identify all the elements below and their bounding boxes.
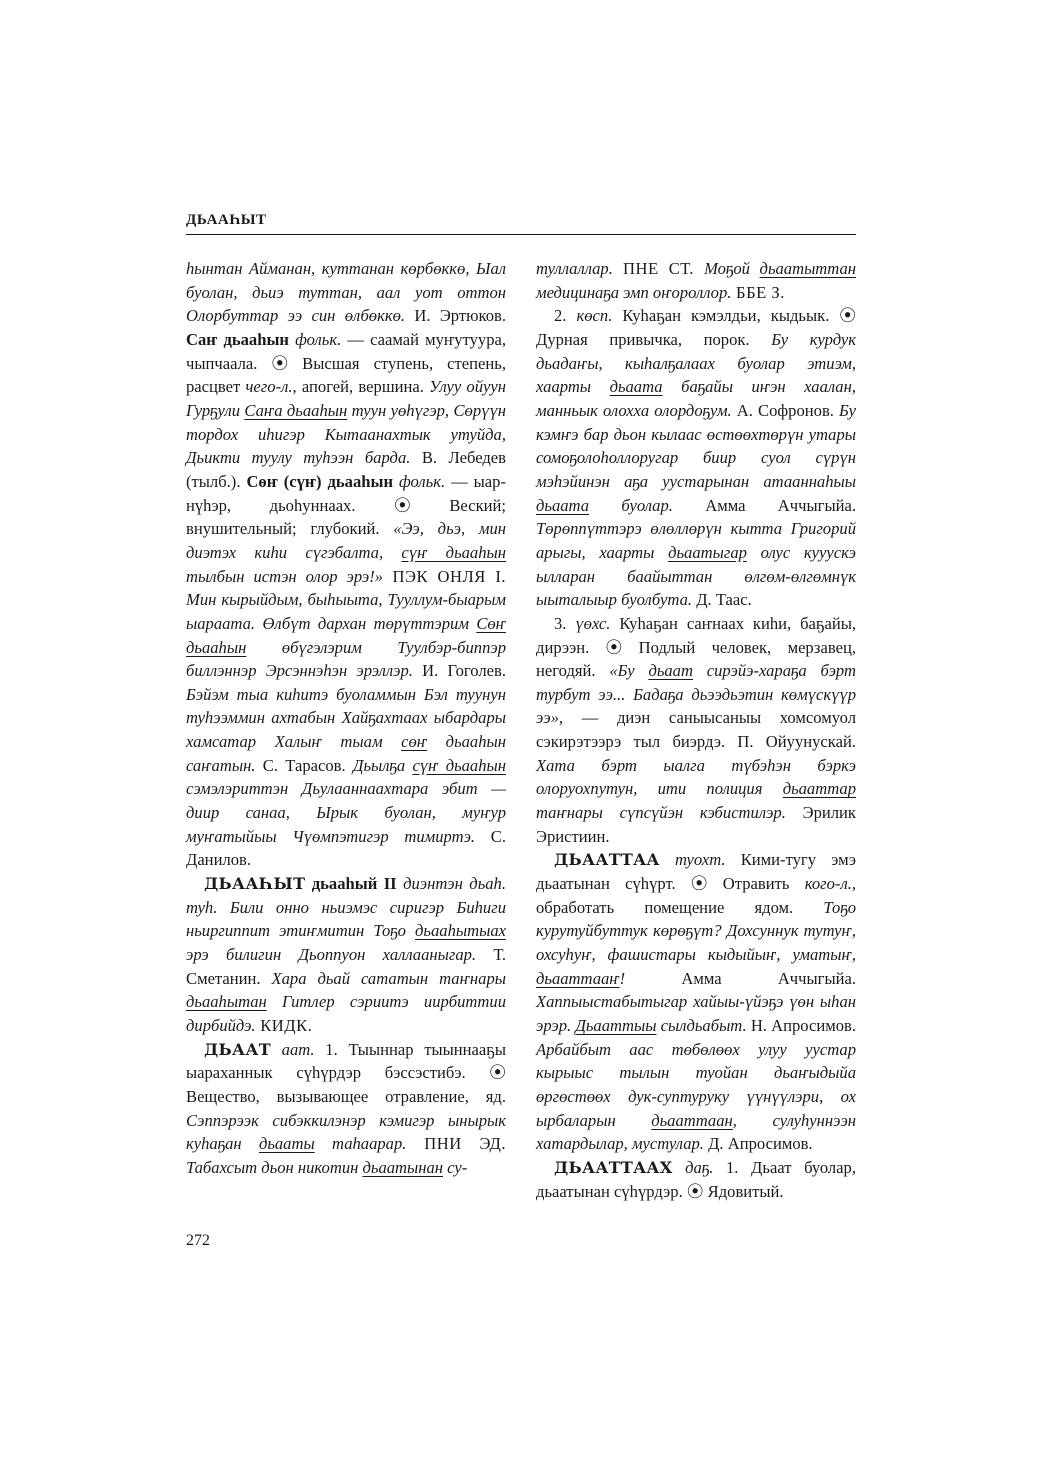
entry-headword: ДЬААҺЫТ: [204, 874, 306, 894]
example-text: Улуу ойуун Гурҕули: [186, 377, 506, 420]
entry-headword: ДЬААТТАА: [554, 850, 660, 870]
underlined-term: сөҥ: [401, 732, 428, 752]
underlined-term: Сөҥ дьааһын: [186, 613, 506, 657]
example-text: Бу кэмҥэ бар дьон кылаас өстөөхтөрүн утары сомоҕолоһоллоругар биир суол сүрүн мэһэйинэн аҕа уустарынан атааннаһыы: [536, 400, 856, 491]
underlined-term: дьаата: [609, 377, 663, 397]
underlined-term: дьаата: [536, 495, 590, 515]
underlined-term: дьаат: [648, 661, 693, 681]
citation: ПНИ ЭД.: [406, 1134, 507, 1154]
underlined-term: дьаатыгар: [668, 542, 747, 562]
space: [672, 1158, 685, 1177]
citation: Эрилик Эристиин.: [536, 803, 856, 846]
example-text: һынтан Айманан, куттанан көрбөккө, Ыал буолан, дьиэ туттан, аал уот оттон Олорбуттар ээ син өлбөккө.: [186, 259, 506, 326]
grammar-label: көсп.: [576, 306, 613, 326]
example-text: Бэйэм тыа киһитэ буоламмын Бэл туунун туһээммин ахтабын Хайҕахтаах ыбардары хамсатар Халыҥ тыам: [186, 684, 506, 752]
example-text: олус кууускэ ылларан баайыттан өлгөм-өлгөмнүк ыыталыыр буолбута.: [536, 542, 857, 610]
sense-number: 2.: [554, 306, 577, 326]
example-text: Тоҕо курутуйбуттук көрөҕүт? Дохсуннук тутуҥ, охсуһуҥ, фашистары кыдыйыҥ, уматыҥ,: [536, 897, 856, 965]
underlined-term: сүҥ дьааһын: [412, 755, 506, 775]
underlined-term: дьааттаан: [651, 1110, 733, 1130]
running-head: ДЬААҺЫТ: [186, 212, 267, 228]
example-text: Хаппыыстабытыгар хайыы-үйэҕэ үөн ыһан эрэр.: [536, 992, 856, 1035]
space: [271, 1040, 282, 1059]
citation: В. Лебедев (тылб.).: [186, 448, 506, 491]
example-text: су-: [443, 1157, 468, 1177]
underlined-term: дьаатынан: [362, 1157, 444, 1177]
citation: А. Софронов.: [731, 400, 840, 420]
underlined-term: дьааты: [258, 1134, 315, 1154]
citation: И. Гоголев.: [412, 661, 506, 681]
example-text: туун уөһүгэр, Сөрүүн тордох иһигэр Кытаанахтык утуйда, Дьикти туулу туһээн барда.: [186, 400, 506, 468]
citation: Д. Таас.: [692, 590, 752, 610]
example-text: Хара дьай сататын таҥнары: [271, 968, 506, 988]
dictionary-entry: [536, 1156, 856, 1203]
definition-text: 1. Дьаат буолар, дьаатынан сүһүрдэр. ⦿ Ядовитый.: [536, 1157, 856, 1201]
example-text: Төрөппүттэрэ өлөллөрүн кытта Григорий арыгы, хаарты: [536, 519, 856, 562]
definition-text: — диэн саныысаныы хомсомуол сэкирэтээрэ тыл биэрдэ.: [536, 708, 856, 752]
definition-text: — саамай муҥутуура, чыпчаала. ⦿ Высшая ступень, степень, расцвет: [186, 329, 507, 397]
example-text: дьааһын саҥатын.: [186, 732, 506, 775]
underlined-term: дьааһытан: [186, 992, 267, 1012]
definition-text: Куһаҕан саҥнаах киһи, баҕайы, дирээн. ⦿ Подлый человек, мерзавец, негодяй.: [536, 613, 856, 681]
example-text: тылбын истэн олор эрэ!»: [186, 566, 384, 586]
example-text: туллаллар.: [536, 259, 613, 278]
definition-text: Кими-тугу эмэ дьаатынан сүһүрт. ⦿ Отравить: [536, 850, 856, 894]
phrase-headword: Сөҥ (сүҥ) дьааһын: [246, 471, 394, 491]
citation: Амма Аччыгыйа.: [625, 968, 856, 988]
definition-text: , апогей, вершина.: [292, 377, 430, 397]
citation: Д. Апросимов.: [703, 1134, 813, 1154]
example-text: Дьылҕа: [352, 755, 413, 775]
grammar-label: чего-л.: [245, 377, 293, 397]
example-text: баҕайы иҥэн хаалан, манньык олохха олордоҕум.: [536, 377, 856, 420]
definition-text: , обработать помещение ядом.: [536, 874, 856, 917]
underlined-term: дьааттааҥ: [536, 968, 620, 988]
example-text: Гитлер сэриитэ иирбиттии дирбийдэ.: [186, 992, 506, 1035]
grammar-label: даҕ.: [685, 1157, 714, 1177]
grammar-label: фольк.: [295, 329, 342, 349]
dictionary-entry: [186, 872, 506, 1038]
entry-continuation: [536, 257, 856, 304]
example-text: Арбайбыт аас төбөлөөх улуу уустар кырыыс тылын туойан дьаҥыдыйа өргөстөөх дук-суптуруку үүнүүлэри, ох ырбаларын: [536, 1039, 856, 1130]
underlined-term: дьааһытыах: [415, 921, 506, 941]
example-text: эрэ билигин Дьоппуон халлааныгар.: [186, 945, 477, 965]
left-column: [186, 257, 506, 1180]
example-text: диэнтэн дьаһ. туһ. Били онно ньиэмэс сиригэр Биһиги ньиргиппит этиҥмитин Тоҕо: [186, 874, 506, 941]
example-text: Бу курдук дьадаҥы, кыһалҕалаах буолар этиэм, хаарты: [536, 329, 856, 397]
example-text: !: [619, 968, 626, 988]
right-column: [536, 257, 856, 1203]
example-text: медицинаҕа эмп оҥороллор.: [536, 282, 732, 302]
underlined-term: сүҥ дьааһын: [401, 542, 506, 562]
header-rule: [186, 234, 856, 235]
citation: ПНЕ СТ.: [612, 259, 705, 278]
definition-text: Куһаҕан кэмэлдьи, кыдьык. ⦿ Дурная привычка, порок.: [536, 306, 856, 349]
example-text: Хата бэрт ыалга түбэһэн бэркэ олоруохпутун, ити полиция: [536, 755, 856, 799]
citation: С. Данилов.: [186, 826, 506, 870]
example-text: «Бу: [609, 661, 649, 681]
example-text: Табахсыт дьон никотин: [186, 1157, 363, 1177]
citation: П. Ойуунускай.: [725, 732, 856, 752]
space: [660, 850, 675, 869]
definition-text: — ыар-нүһэр, дьоһуннаах. ⦿ Веский; внушительный; глубокий.: [186, 471, 506, 539]
phrase-headword: Саҥ дьааһын: [186, 329, 289, 349]
underlined-term: Дьааттыы: [575, 1016, 657, 1035]
citation: ПЭК ОНЛЯ I.: [383, 566, 506, 586]
entry-sense: [536, 304, 856, 612]
example-text: Моҕой: [704, 259, 760, 278]
example-text: «Ээ, дьэ, мин диэтэх киһи сүгэбалта,: [186, 519, 506, 562]
example-text: Сэппэрээк сибэккилэнэр кэмигэр ынырык куһаҕан: [186, 1110, 506, 1154]
grammar-label: үөхс.: [575, 613, 611, 633]
citation: Н. Апросимов.: [746, 1016, 857, 1035]
grammar-label: туохт.: [674, 850, 726, 870]
example-text: өбүгэлэрим Туулбэр-биппэр биллэннэр Эрсэннэһэн эрэллэр.: [186, 637, 506, 681]
page-number: 272: [186, 1232, 210, 1249]
citation: Т. Сметанин.: [186, 945, 506, 988]
dictionary-entry: [186, 1038, 506, 1180]
example-text: Мин кырыйдым, быһыыта, Тууллум-быарым ыараата. Өлбүт дархан төрүттэрим: [186, 590, 506, 633]
grammar-label: кого-л.: [804, 874, 852, 894]
underlined-term: дьааттар: [782, 779, 856, 799]
example-text: сылдьабыт.: [656, 1016, 747, 1035]
citation: И. Эртюков.: [405, 306, 507, 326]
citation: КИДК.: [255, 1016, 313, 1035]
example-text: сэмэлэриттэн Дьулааннаахтара эбит — диир санаа, Ырык буолан, муҥур муҥатыйыы Чүөмпэтигэр тимиртэ.: [186, 779, 506, 846]
citation: С. Тарасов.: [255, 755, 353, 775]
entry-sense: [536, 612, 856, 849]
entry-headword: ДЬААТТААХ: [554, 1157, 673, 1177]
example-text: таҥнары сүпсүйэн кэбистилэр.: [536, 803, 786, 823]
underlined-term: дьаатыттан: [759, 259, 857, 278]
entry-continuation: [186, 257, 506, 872]
citation: ББЕ З.: [731, 282, 785, 302]
grammar-label: фольк.: [398, 471, 446, 491]
underlined-term: Саҥа дьааһын: [244, 400, 348, 420]
example-text: буолар.: [589, 495, 673, 515]
example-text: , сулуһуннээн хатардылар, мустулар.: [536, 1110, 856, 1154]
dictionary-entry: [536, 848, 856, 1156]
example-text: таһаарар.: [314, 1134, 407, 1154]
example-text: сирэйэ-хараҕа бэрт турбут ээ... Бадаҕа дьээдьэтин көмүскүүр ээ»,: [536, 661, 856, 728]
sense-number: 3.: [554, 613, 576, 633]
entry-headword: ДЬААТ: [204, 1039, 271, 1059]
definition-text: 1. Тыыннар тыыннааҕы ыараханнык сүһүрдэр бэссэстибэ. ⦿ Вещество, вызывающее отравление, яд.: [186, 1039, 506, 1106]
grammar-label: аат.: [281, 1039, 315, 1059]
citation: Амма Аччыгыйа.: [672, 495, 856, 515]
headword-form: дьааһый II: [311, 874, 397, 894]
